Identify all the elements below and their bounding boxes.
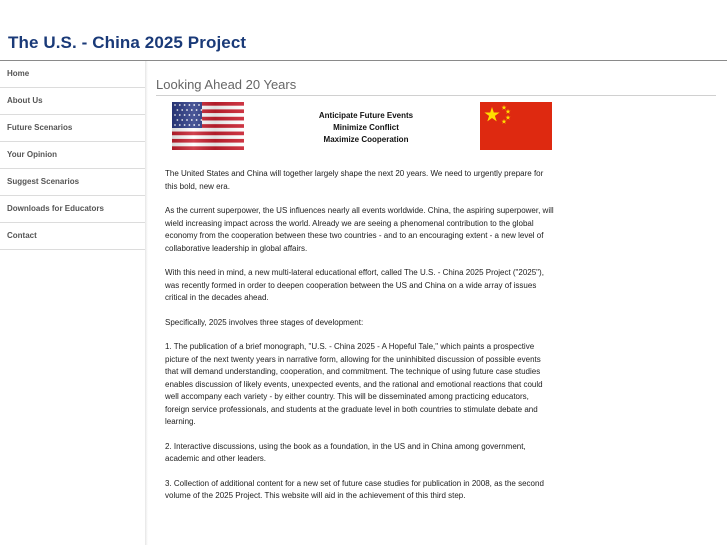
site-title: The U.S. - China 2025 Project bbox=[8, 33, 247, 52]
tagline-minimize: Minimize Conflict bbox=[333, 123, 399, 132]
sidebar-item-future-scenarios[interactable]: Future Scenarios bbox=[0, 115, 145, 142]
sidebar-item-your-opinion[interactable]: Your Opinion bbox=[0, 142, 145, 169]
tagline-maximize: Maximize Cooperation bbox=[323, 135, 409, 144]
article-body bbox=[165, 168, 555, 515]
page-heading: Looking Ahead 20 Years bbox=[156, 77, 297, 92]
sidebar-item-downloads-for-educators[interactable]: Downloads for Educators bbox=[0, 196, 145, 223]
sidebar-divider bbox=[145, 61, 148, 545]
sidebar-item-contact[interactable]: Contact bbox=[0, 223, 145, 250]
china-flag-icon bbox=[480, 102, 552, 150]
site-header bbox=[0, 0, 727, 61]
paragraph: With this need in mind, a new multi-lateral educational effort, called The U.S. - China 2025 Project ("2025"), was recently formed in order to deepen cooperation between the US and China on a wide array of issues critical in the decades ahead. bbox=[165, 268, 544, 302]
taglines bbox=[276, 110, 456, 146]
tagline-anticipate: Anticipate Future Events bbox=[318, 111, 414, 120]
paragraph: 2. Interactive discussions, using the book as a foundation, in the US and in China among government, academic and other leaders. bbox=[165, 441, 526, 463]
heading-divider bbox=[156, 95, 716, 96]
sidebar-nav bbox=[0, 61, 146, 545]
sidebar-item-home[interactable]: Home bbox=[0, 61, 145, 88]
sidebar-item-suggest-scenarios[interactable]: Suggest Scenarios bbox=[0, 169, 145, 196]
paragraph: As the current superpower, the US influences nearly all events worldwide. China, the aspiring superpower, will wield increasing impact across the world. Already we are seeing a phenomenal contribution to the global economy from the cooperation between these two countries - and to an encouraging extent - a new level of collaborative leadership in global affairs. bbox=[165, 206, 554, 253]
us-flag-icon bbox=[172, 102, 244, 150]
paragraph: The United States and China will together largely shape the next 20 years. We need to urgently prepare for this bold, new era. bbox=[165, 169, 544, 191]
paragraph: 1. The publication of a brief monograph, "U.S. - China 2025 - A Hopeful Tale," which paints a prospective picture of the next twenty years in narrative form, allowing for the uninhibited discussion of possible events that will demand understanding, cooperation, and commitment. The technique of using future case studies enables discussion of likely events, unexpected events, and the rational and emotional reactions that could well accompany each variety - by either country. This will be disseminated among practicing educators, foreign service professionals, and students at the graduate level in both countries to stimulate debate and learning. bbox=[165, 342, 543, 426]
sidebar-item-about-us[interactable]: About Us bbox=[0, 88, 145, 115]
paragraph: Specifically, 2025 involves three stages of development: bbox=[165, 317, 364, 327]
paragraph: 3. Collection of additional content for a new set of future case studies for publication in 2008, as the second volume of the 2025 Project. This website will aid in the achievement of this third step. bbox=[165, 478, 544, 500]
